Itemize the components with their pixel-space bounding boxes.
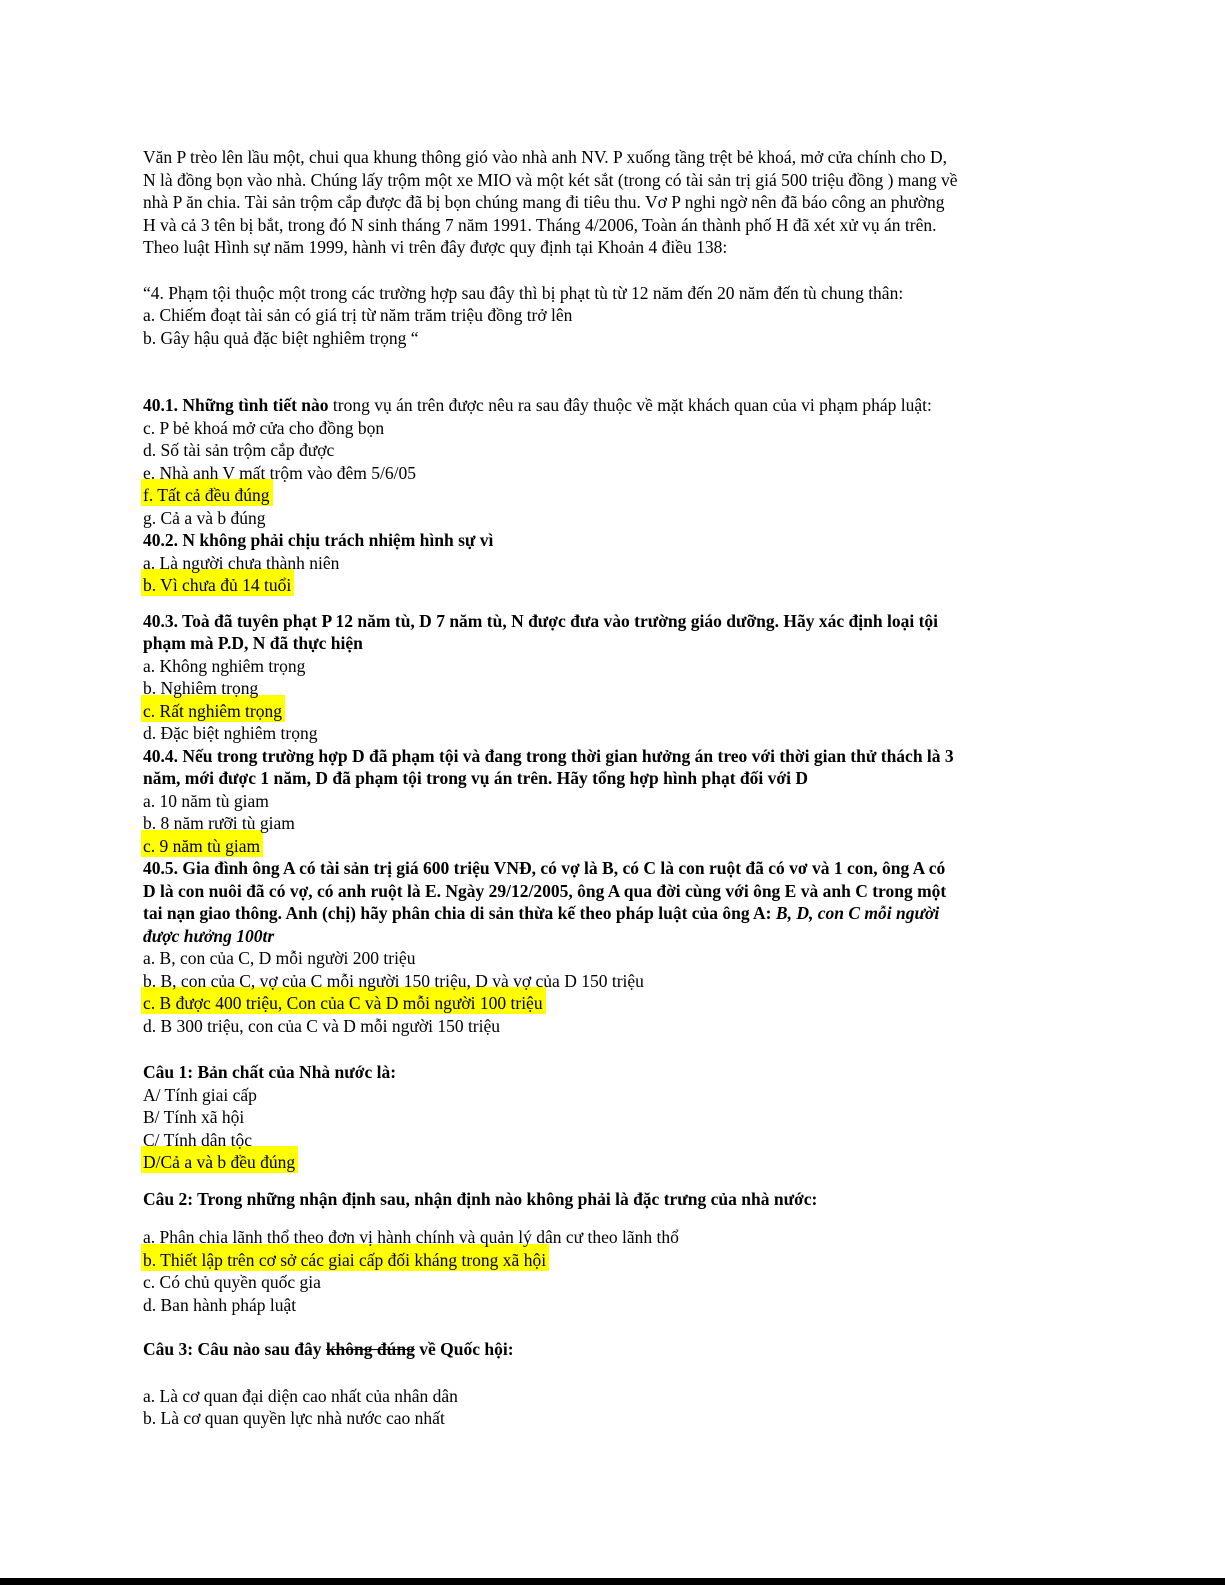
question-lead (143, 880, 1108, 903)
text-run: d. Đặc biệt nghiêm trọng (143, 723, 318, 743)
answer-option (143, 507, 1108, 530)
question-cau-3-heading (143, 1338, 1108, 1361)
question-lead (143, 745, 1108, 768)
answer-option-highlighted (143, 835, 1108, 858)
question-lead (143, 857, 1108, 880)
question-40-1 (143, 394, 1108, 529)
answer-option-highlighted (143, 574, 1108, 597)
text-run: B, D, con C mỗi người (775, 903, 940, 923)
text-run: c. Có chủ quyền quốc gia (143, 1272, 321, 1292)
text-run: e. Nhà anh V mất trộm vào đêm 5/6/05 (143, 462, 416, 483)
text-run: c. B được 400 triệu, Con của C và D mỗi người 100 triệu (143, 993, 543, 1013)
question-lead (143, 632, 1108, 655)
document-content (143, 146, 1108, 1430)
question-cau-2-options (143, 1226, 1108, 1316)
answer-option (143, 1385, 1108, 1408)
question-lead (143, 1061, 1108, 1084)
text-run: a. Phân chia lãnh thổ theo đơn vị hành chính và quản lý dân cư theo lãnh thổ (143, 1227, 679, 1247)
answer-option (143, 970, 1108, 993)
text-run: B/ Tính xã hội (143, 1107, 245, 1127)
vertical-space (143, 597, 1108, 610)
text-run: C/ Tính dân tộc (143, 1129, 253, 1150)
text-run: trong vụ án trên được nêu ra sau đây thuộc về mặt khách quan của vi phạm pháp luật: (328, 395, 932, 415)
text-run: Câu 1: Bản chất của Nhà nước là: (143, 1062, 397, 1082)
paragraph-line (143, 146, 1108, 169)
answer-option-highlighted (143, 700, 1108, 723)
text-run: H và cả 3 tên bị bắt, trong đó N sinh tháng 7 năm 1991. Tháng 4/2006, Toàn án thành phố H đã xét xử vụ án trên. (143, 214, 937, 235)
answer-option-highlighted (143, 484, 1108, 507)
text-run: c. Rất nghiêm trọng (143, 700, 283, 721)
question-cau-3-options (143, 1385, 1108, 1430)
answer-option (143, 722, 1108, 745)
answer-option (143, 552, 1108, 575)
answer-option (143, 417, 1108, 440)
answer-option (143, 1271, 1108, 1294)
answer-option (143, 790, 1108, 813)
law-quote-paragraph (143, 282, 1108, 350)
text-run: d. Số tài sản trộm cắp được (143, 440, 335, 460)
text-run: về Quốc hội: (414, 1339, 514, 1359)
text-run: a. Là người chưa thành niên (143, 552, 340, 573)
answer-option (143, 1226, 1108, 1249)
text-run: d. B 300 triệu, con của C và D mỗi người 150 triệu (143, 1015, 501, 1036)
text-run: 40.5. Gia đình ông A có tài sản trị giá 600 triệu VNĐ, có vợ là B, có C là con ruột đã có vơ và 1 con, ông A có (143, 858, 946, 878)
question-40-4 (143, 745, 1108, 858)
question-lead (143, 529, 1108, 552)
text-run: b. Vì chưa đủ 14 tuổi (143, 575, 292, 595)
paragraph-line (143, 304, 1108, 327)
answer-option (143, 1084, 1108, 1107)
question-lead (143, 1338, 1108, 1361)
answer-option (143, 947, 1108, 970)
answer-option (143, 1294, 1108, 1317)
text-run: b. Thiết lập trên cơ sở các giai cấp đối kháng trong xã hội (143, 1249, 547, 1270)
question-lead (143, 925, 1108, 948)
answer-option (143, 655, 1108, 678)
paragraph-line (143, 327, 1108, 350)
text-run: 40.3. Toà đã tuyên phạt P 12 năm tù, D 7 năm tù, N được đưa vào trường giáo dưỡng. Hãy xác định loại tội (143, 610, 939, 631)
paragraph-line (143, 169, 1108, 192)
text-run: “4. Phạm tội thuộc một trong các trường hợp sau đây thì bị phạt tù từ 12 năm đến 20 năm đến tù chung thân: (143, 282, 904, 303)
question-cau-1 (143, 1061, 1108, 1174)
text-run: g. Cả a và b đúng (143, 507, 266, 528)
text-run: năm, mới được 1 năm, D đã phạm tội trong vụ án trên. Hãy tổng hợp hình phạt đối với D (143, 768, 808, 788)
question-lead (143, 902, 1108, 925)
answer-option (143, 439, 1108, 462)
text-run: N là đồng bọn vào nhà. Chúng lấy trộm một xe MIO và một két sắt (trong có tài sản trị giá 500 triệu đồng ) mang về (143, 169, 958, 190)
text-run: Theo luật Hình sự năm 1999, hành vi trên đây được quy định tại Khoản 4 điều 138: (143, 237, 728, 257)
paragraph-line (143, 191, 1108, 214)
answer-option (143, 1407, 1108, 1430)
answer-option (143, 1015, 1108, 1038)
paragraph-line (143, 282, 1108, 305)
text-run: a. 10 năm tù giam (143, 790, 269, 811)
vertical-space (143, 1210, 1108, 1226)
vertical-space (143, 1037, 1108, 1061)
text-run: 40.2. N không phải chịu trách nhiệm hình sự vì (143, 530, 494, 550)
text-run: a. B, con của C, D mỗi người 200 triệu (143, 948, 416, 968)
vertical-space (143, 1316, 1108, 1338)
text-run: A/ Tính giai cấp (143, 1084, 257, 1105)
text-run: b. 8 năm rưỡi tù giam (143, 813, 295, 833)
vertical-space (143, 259, 1108, 282)
text-run: a. Chiếm đoạt tài sản có giá trị từ năm trăm triệu đồng trở lên (143, 305, 573, 325)
bottom-black-bar (0, 1578, 1225, 1585)
text-run: Văn P trèo lên lầu một, chui qua khung thông gió vào nhà anh NV. P xuống tầng trệt bẻ khoá, mở cửa chính cho D, (143, 147, 947, 167)
intro-paragraph (143, 146, 1108, 259)
text-run: Câu 2: Trong những nhận định sau, nhận định nào không phải là đặc trưng của nhà nước: (143, 1188, 818, 1209)
question-lead (143, 767, 1108, 790)
text-run: D là con nuôi đã có vợ, có anh ruột là E. Ngày 29/12/2005, ông A qua đời cùng với ông E và anh C trong một (143, 880, 947, 901)
question-lead (143, 394, 1108, 417)
answer-option (143, 462, 1108, 485)
text-run: b. B, con của C, vợ của C mỗi người 150 triệu, D và vợ của D 150 triệu (143, 970, 644, 991)
vertical-space (143, 1361, 1108, 1385)
text-run: c. P bẻ khoá mở cửa cho đồng bọn (143, 417, 385, 438)
answer-option (143, 1129, 1108, 1152)
answer-option-highlighted (143, 992, 1108, 1015)
text-run: được hưởng 100tr (143, 925, 275, 946)
paragraph-line (143, 214, 1108, 237)
answer-option (143, 812, 1108, 835)
text-run: nhà P ăn chia. Tài sản trộm cắp được đã bị bọn chúng mang đi tiêu thu. Vơ P nghi ngờ nên đã báo công an phường (143, 192, 945, 212)
question-40-5 (143, 857, 1108, 1037)
paragraph-line (143, 236, 1108, 259)
question-lead (143, 610, 1108, 633)
text-run: không đúng (325, 1339, 415, 1359)
vertical-space (143, 1174, 1108, 1188)
text-run: f. Tất cả đều đúng (143, 485, 270, 505)
text-run: b. Là cơ quan quyền lực nhà nước cao nhất (143, 1408, 445, 1428)
text-run: Câu 3: Câu nào sau đây (143, 1339, 326, 1359)
answer-option-highlighted (143, 1151, 1108, 1174)
question-40-2 (143, 529, 1108, 597)
text-run: 40.4. Nếu trong trường hợp D đã phạm tội và đang trong thời gian hưởng án treo với thời gian thử thách là 3 (143, 745, 954, 766)
text-run: 40.1. Những tình tiết nào (143, 395, 329, 415)
question-lead (143, 1188, 1108, 1211)
vertical-space (143, 349, 1108, 394)
text-run: a. Không nghiêm trọng (143, 655, 306, 676)
answer-option (143, 1106, 1108, 1129)
text-run: a. Là cơ quan đại diện cao nhất của nhân dân (143, 1385, 458, 1406)
text-run: tai nạn giao thông. Anh (chị) hãy phân chia di sản thừa kế theo pháp luật của ông A: (143, 903, 776, 923)
question-cau-2-heading (143, 1188, 1108, 1211)
text-run: D/Cả a và b đều đúng (143, 1152, 296, 1172)
answer-option-highlighted (143, 1249, 1108, 1272)
answer-option (143, 677, 1108, 700)
text-run: b. Nghiêm trọng (143, 678, 259, 698)
question-40-3 (143, 610, 1108, 745)
text-run: phạm mà P.D, N đã thực hiện (143, 633, 363, 653)
text-run: b. Gây hậu quả đặc biệt nghiêm trọng “ (143, 327, 419, 348)
text-run: d. Ban hành pháp luật (143, 1294, 297, 1315)
text-run: c. 9 năm tù giam (143, 835, 261, 856)
